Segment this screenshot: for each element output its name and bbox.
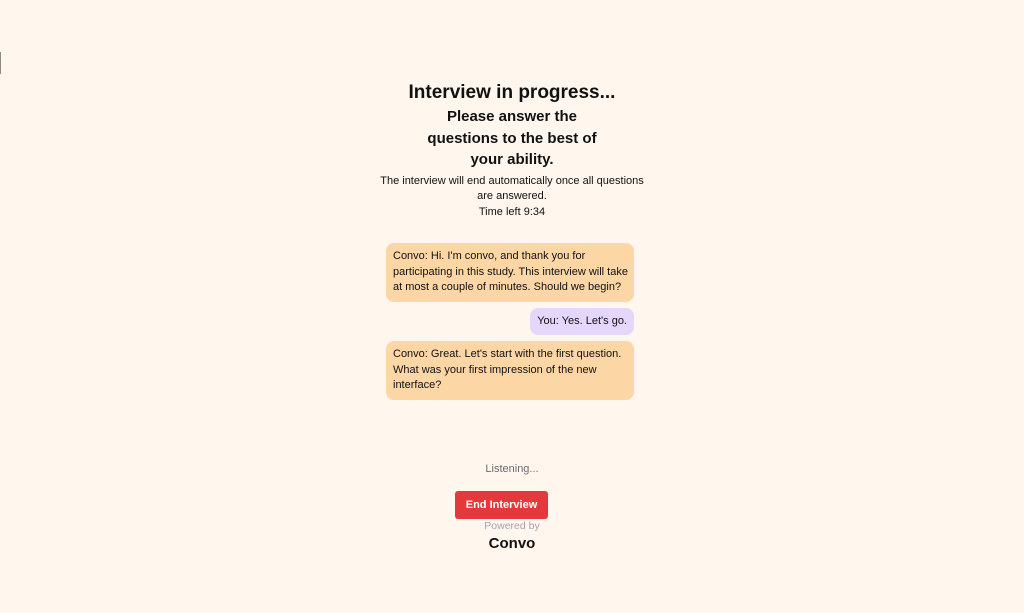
listening-status: Listening... xyxy=(485,463,539,475)
chat-message-convo: Convo: Hi. I'm convo, and thank you for participating in this study. This interview will take at most a couple of minutes. Should we begin? xyxy=(386,243,634,302)
chat-transcript xyxy=(386,243,634,400)
page-title: Interview in progress... xyxy=(408,82,616,103)
page-subtitle: Please answer the questions to the best of your ability. xyxy=(427,108,597,168)
chat-message-convo: Convo: Great. Let's start with the first question. What was your first impression of the new interface? xyxy=(386,341,634,400)
powered-by-label: Powered by xyxy=(484,520,540,532)
brand-logo-text: Convo xyxy=(488,535,536,552)
auto-end-note: The interview will end automatically once all questions are answered. xyxy=(380,174,644,202)
window-edge-marker xyxy=(0,52,1,74)
chat-message-user: You: Yes. Let's go. xyxy=(530,308,634,336)
end-interview-button[interactable]: End Interview xyxy=(455,491,548,519)
interview-header xyxy=(0,80,1024,220)
time-left: Time left 9:34 xyxy=(478,205,546,218)
